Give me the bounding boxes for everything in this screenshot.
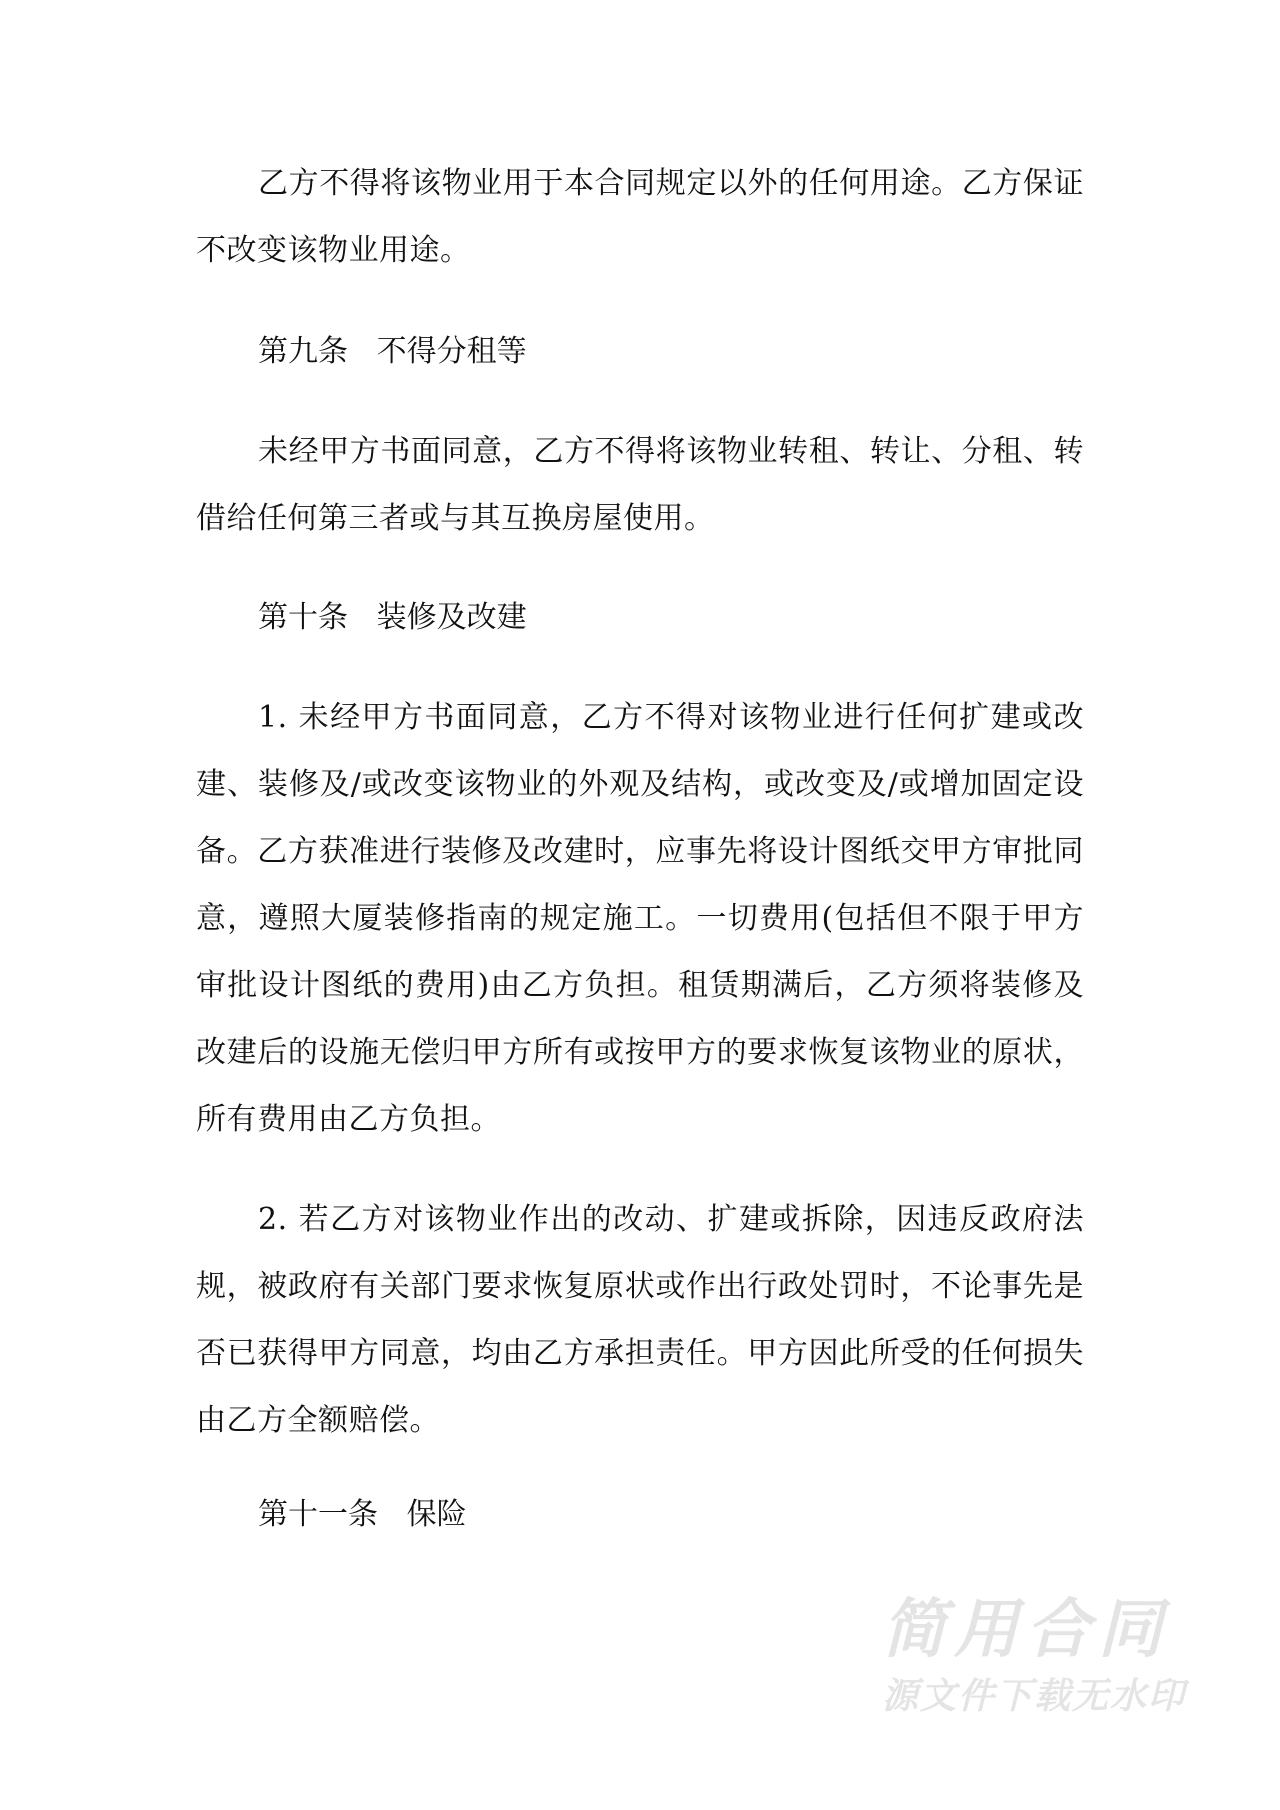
paragraph-renovation-2: 2. 若乙方对该物业作出的改动、扩建或拆除，因违反政府法规，被政府有关部门要求恢复原状或作出行政处罚时，不论事先是否已获得甲方同意，均由乙方承担责任。甲方因此所受的任何损失由乙方全额赔偿。 (196, 1202, 1084, 1438)
paragraph-no-sublease: 未经甲方书面同意，乙方不得将该物业转租、转让、分租、转借给任何第三者或与其互换房屋使用。 (196, 434, 1084, 536)
paragraph-renovation-1: 1. 未经甲方书面同意，乙方不得对该物业进行任何扩建或改建、装修及/或改变该物业的外观及结构，或改变及/或增加固定设备。乙方获准进行装修及改建时，应事先将设计图纸交甲方审批同意，遵照大厦装修指南的规定施工。一切费用(包括但不限于甲方审批设计图纸的费用)由乙方负担。租赁期满后，乙方须将装修及改建后的设施无偿归甲方所有或按甲方的要求恢复该物业的原状，所有费用由乙方负担。 (196, 700, 1084, 1137)
watermark-subtitle: 源文件下载无水印 (882, 1676, 1187, 1717)
paragraph-usage-restriction: 乙方不得将该物业用于本合同规定以外的任何用途。乙方保证不改变该物业用途。 (196, 166, 1084, 268)
heading-article-9: 第九条 不得分租等 (258, 334, 527, 369)
heading-article-11: 第十一条 保险 (258, 1497, 467, 1532)
heading-article-10: 第十条 装修及改建 (258, 600, 527, 635)
watermark-title: 简用合同 (882, 1593, 1170, 1667)
